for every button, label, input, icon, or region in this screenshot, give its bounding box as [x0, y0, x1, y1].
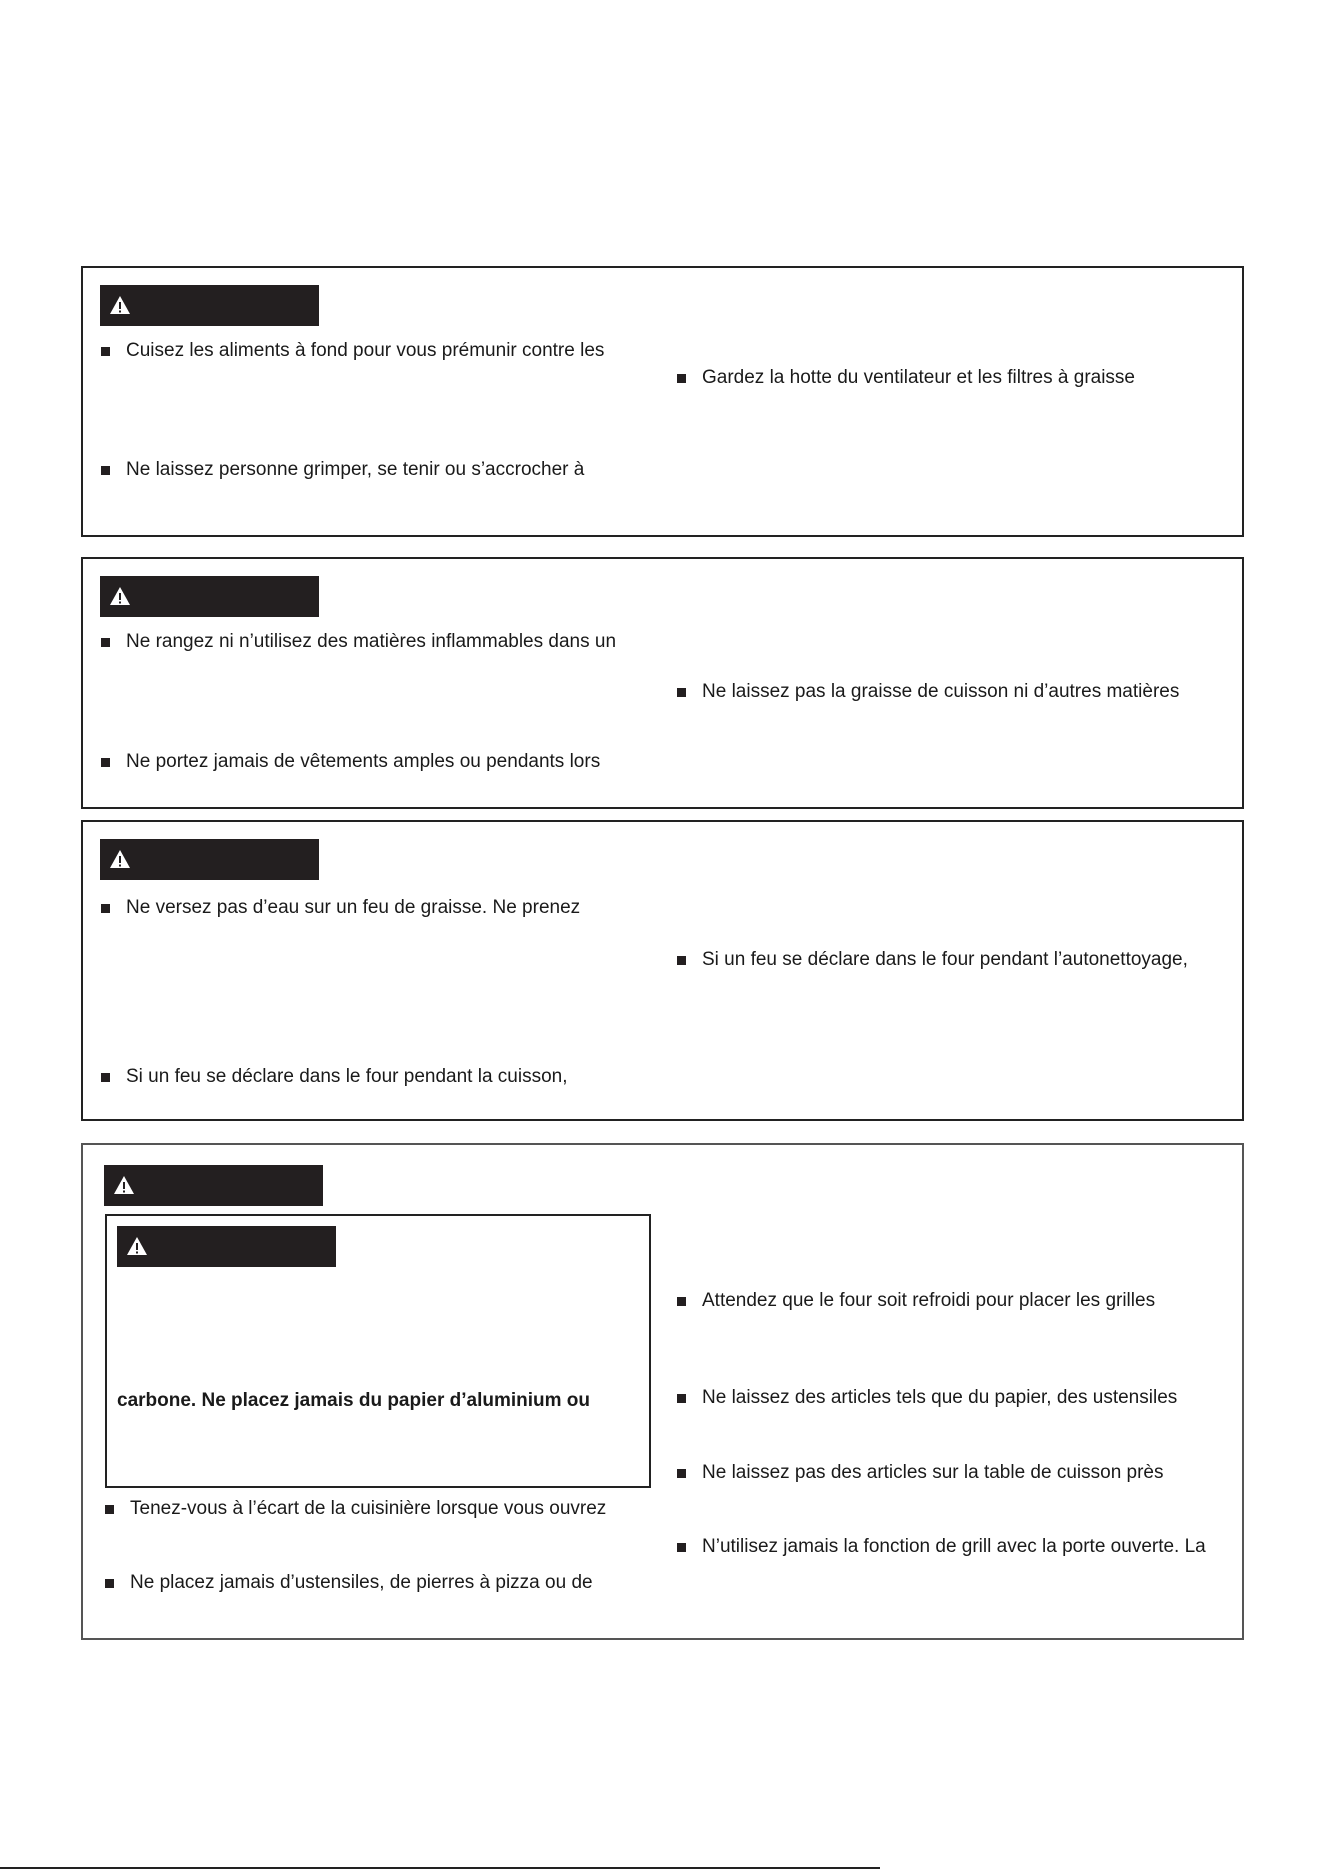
warning-box-4: carbone. Ne placez jamais du papier d’aluminium ou Tenez-vous à l’écart de la cuisinière lorsque vous ouvrez Ne placez jamais d’ustensiles, de pierres à pizza ou de Attendez que le four soit refroidi pour placer les grilles Ne laissez des articles tels que du papier, des ustensiles Ne laissez pas des articles sur la table de cuisson près N’utilisez jamais la fonction de grill avec la porte ouverte. La	[81, 1143, 1244, 1640]
warning-banner	[100, 576, 319, 617]
warning-box-3: Ne versez pas d’eau sur un feu de graisse. Ne prenez Si un feu se déclare dans le four pendant la cuisson, Si un feu se déclare dans le four pendant l’autonettoyage,	[81, 820, 1244, 1121]
square-bullet-icon	[677, 1394, 686, 1403]
warning-banner	[104, 1165, 323, 1206]
warning-triangle-icon	[126, 1235, 148, 1257]
warning-triangle-icon	[109, 848, 131, 870]
warning-banner	[100, 839, 319, 880]
square-bullet-icon	[101, 347, 110, 356]
square-bullet-icon	[105, 1579, 114, 1588]
square-bullet-icon	[101, 1073, 110, 1082]
warning-banner	[117, 1226, 336, 1267]
square-bullet-icon	[677, 1543, 686, 1552]
square-bullet-icon	[101, 638, 110, 647]
square-bullet-icon	[101, 466, 110, 475]
square-bullet-icon	[105, 1505, 114, 1514]
warning-box-1: Cuisez les aliments à fond pour vous prémunir contre les Ne laissez personne grimper, se tenir ou s’accrocher à Gardez la hotte du ventilateur et les filtres à graisse	[81, 266, 1244, 537]
square-bullet-icon	[677, 1469, 686, 1478]
warning-triangle-icon	[113, 1174, 135, 1196]
square-bullet-icon	[677, 1297, 686, 1306]
warning-banner	[100, 285, 319, 326]
square-bullet-icon	[677, 688, 686, 697]
square-bullet-icon	[101, 904, 110, 913]
nested-warning-box	[105, 1214, 651, 1488]
square-bullet-icon	[101, 758, 110, 767]
warning-triangle-icon	[109, 585, 131, 607]
footer-rule	[0, 1867, 880, 1869]
bold-warning-text: carbone. Ne placez jamais du papier d’aluminium ou	[117, 1390, 591, 1411]
warning-triangle-icon	[109, 294, 131, 316]
warning-box-2: Ne rangez ni n’utilisez des matières inflammables dans un Ne portez jamais de vêtements amples ou pendants lors Ne laissez pas la graisse de cuisson ni d’autres matières	[81, 557, 1244, 809]
square-bullet-icon	[677, 374, 686, 383]
square-bullet-icon	[677, 956, 686, 965]
